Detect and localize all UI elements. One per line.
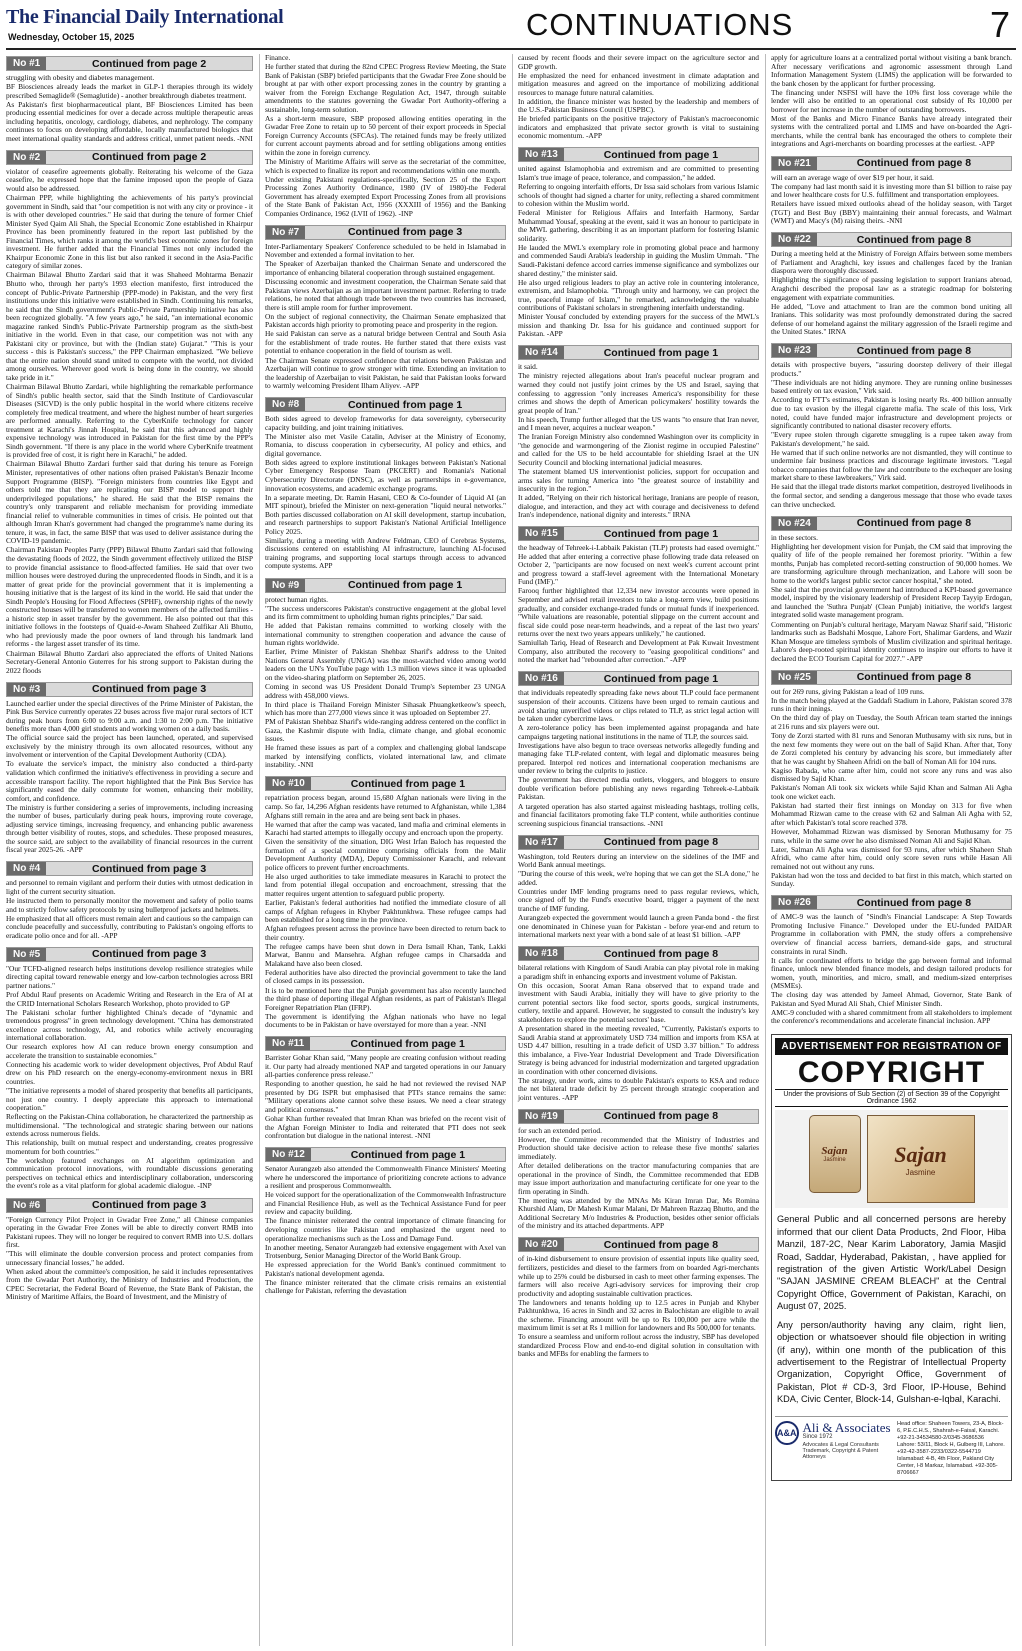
continuation-number: No #2 xyxy=(7,151,46,164)
article xyxy=(6,859,253,940)
article-paragraph: Chairman Bilawal Bhutto Zardari, while highlighting the remarkable performance of Sindh's public health sector, said that the Sindh Institute of Cardiovascular Diseases (SICVD) is the only public hospital in the world where citizens receive completely free medical treatment, and where the highest number of heart surgeries are performed annually. Referring to the CyberKnife technology for cancer treatment at Karachi's Jinnah Hospital, he said that this advanced and highly expensive technology was introduced in Pakistan for the first time by the PPP's Sindh government. "If there is any place in the world where CyberKnife treatment is provided free of cost, it is right here in Karachi," he added. xyxy=(6,382,253,460)
continuation-header xyxy=(265,1147,506,1162)
article-paragraph: Most of the Banks and Micro Finance Banks have already integrated their systems with the centralized portal and LIMS and have on-boarded the Agri-merchants, while the central bank has encouraged the others to complete their integrations and Agri-merchants on boarding processes at the earliest. -APP xyxy=(771,113,1012,149)
article xyxy=(265,1034,506,1141)
article-paragraph: This relationship, built on mutual respect and understanding, creates progressive momentum for both countries." xyxy=(6,1138,253,1156)
article-paragraph: The Iranian Foreign Ministry also condemned Washington over its complicity in "the genocide and warmongering of the Zionist regime in occupied Palestine" and called for the US to be held accountable for shielding Israel at the UN Security Council and blocking international judicial measures. xyxy=(518,432,759,467)
continuation-number: No #9 xyxy=(266,579,305,592)
article-paragraph: The Minister also met Vasile Catalin, Adviser at the Ministry of Economy, Romania, to discuss cooperation in cybersecurity, AI policy and ethics, and digital governance. xyxy=(265,431,506,458)
article-paragraph: He said that the illegal trade distorts market competition, destroyed livelihoods in the formal sector, and sending a dangerous message that those who evade taxes can thrive unchecked. xyxy=(771,482,1012,509)
continuation-label: Continued from page 8 xyxy=(856,517,972,530)
continuation-header xyxy=(518,671,759,686)
article-paragraph: Under existing Pakistani regulations-specifically, Section 25 of the Export Processing Zones Authority Ordinance, 1980 (IV of 1980)-the Federal Government has already exempted Export Processing Zones from all provisions of the State Bank of Pakistan Act, 1956 (XXXIII of 1956) and the Banking Companies Ordinance, 1962 (LVII of 1962). -INP xyxy=(265,174,506,218)
article-paragraph: He warned that if such online networks are not dismantled, they will continue to undermine fair business practices and discourage legitimate investors. "Legal tobacco companies that follow the law and contribute to the exchequer are losing market share to these lawbreakers," Virk said. xyxy=(771,447,1012,483)
article xyxy=(6,148,253,676)
article-paragraph: According to FTT's estimates, Pakistan is losing nearly Rs. 400 billion annually due to tax evasion by the illegal cigarette mafia. The scale of this loss, Virk noted, could have funded major infrastructure and development projects or significantly contributed to national disaster recovery efforts. xyxy=(771,395,1012,431)
product-artwork xyxy=(775,1110,1008,1208)
article xyxy=(771,230,1012,337)
continuation-label: Continued from page 8 xyxy=(856,896,972,909)
article xyxy=(771,668,1012,890)
article-paragraph: Kagiso Rabada, who came after him, could not score any runs and was also dismissed by Sajid Khan. xyxy=(771,765,1012,784)
continuation-label: Continued from page 1 xyxy=(347,398,463,411)
ad-headline: COPYRIGHT xyxy=(797,1056,986,1090)
article-paragraph: of AMC-9 was the launch of "Sindh's Financial Landscape: A Step Towards Promoting Inclusive Finance." Developed under the EU-funded PAIDAR Programme in collaboration with PMN, the study offers a comprehensive overview of financial access barriers, demand-side gaps, and structural constraints in rural Sindh. xyxy=(771,912,1012,956)
continuation-number: No #16 xyxy=(519,672,564,685)
article-paragraph: To ensure a seamless and uniform rollout across the industry, SBP has developed standardized Process Flow and end-to-end digital solution in consultation with banks and MFBs for enabling the farmers to xyxy=(518,1332,759,1359)
continuation-number: No #13 xyxy=(519,148,564,161)
section-title: CONTINUATIONS xyxy=(526,7,794,42)
continuation-number: No #11 xyxy=(266,1037,310,1050)
article-paragraph: Prof Abdul Rauf presents on Academic Writing and Research in the Era of AI at the CRID International Scholars Research Workshop, photo provided to GP xyxy=(6,989,253,1008)
article-paragraph: Tony de Zorzi started with 81 runs and Senoran Muthusamy with six runs, but in the next few moments they were out on the ball of Sajid Khan. After that, Tony de Zorzi completed his century by advancing his score, but immediately after that he was caught by Shaheen Afridi on the ball of Noman Ali for 104 runs. xyxy=(771,731,1012,766)
article-paragraph: "Every rupee stolen through cigarette smuggling is a rupee taken away from Pakistan's development," he said. xyxy=(771,430,1012,448)
product-brand: Sajan xyxy=(821,1145,848,1158)
continuation-header xyxy=(771,670,1012,685)
article-paragraph: Responding to another question, he said he had not reviewed the revised NAP presented by DG ISPR but emphasised that PTI's stance remains the same: "Military operations alone cannot solve these issues. We need a clear strategy and political consensus." xyxy=(265,1079,506,1115)
page-number: 7 xyxy=(989,4,1010,45)
newspaper-name: The Financial Daily International xyxy=(6,6,284,28)
continuation-number: No #5 xyxy=(7,948,46,961)
continuation-header xyxy=(6,1198,253,1213)
article xyxy=(6,680,253,856)
continuation-header xyxy=(6,947,253,962)
article-paragraph: The Chairman Senate expressed confidence that relations between Pakistan and Azerbaijan will continue to grow stronger with time. Extending an invitation to the leadership of Azerbaijan to visit Pakistan, he said that Pakistan looks forward to warmly welcoming President Ilham Aliyev. -APP xyxy=(265,355,506,391)
article-paragraph: The finance minister reiterated the central importance of climate financing for developing countries like Pakistan and emphasized the urgent need to operationalize mechanisms such as the Loss and Damage Fund. xyxy=(265,1216,506,1243)
article-paragraph: Minister Yousaf concluded by extending prayers for the success of the MWL's mission and thanking Dr. Issa for his guidance and continued support for Pakistan. -APP xyxy=(518,312,759,339)
article-paragraph: Discussing economic and investment cooperation, the Chairman Senate said that Pakistan views Azerbaijan as an important investment partner. Referring to trade relations, he noted that although trade between the two countries has increased, there is still ample room for further improvement. xyxy=(265,277,506,312)
article-paragraph: On this occasion, Soorat Aman Rana observed that to expand trade and investment with Saudi Arabia, initially they will have to give priority to the current potential sectors like food sector, sports goods, surgical instruments, cutlery, textile and apparel. However, he suggested to consult the industry's key stakeholders to explore the potential sectors' base. xyxy=(518,980,759,1024)
continuation-label: Continued from page 1 xyxy=(350,1037,465,1050)
continuation-number: No #4 xyxy=(7,862,46,875)
continuation-label: Continued from page 1 xyxy=(350,777,466,790)
article-paragraph: The ministry is further considering a series of improvements, including increasing the number of buses, particularly during peak hours, improving route coverage, adjusting service timings, increasing frequency, and enhancing public awareness through better visibility of routes, stops, and schedules. These proposed measures, the source said, are subject to the availability of financial resources in the current fiscal year 2025-26. -APP xyxy=(6,802,253,855)
article-paragraph: Referring to ongoing interfaith efforts, Dr Issa said scholars from various Islamic schools of thought had signed a charter for unity, reflecting a shared commitment to cohesion within the Muslim world. xyxy=(518,182,759,209)
article-paragraph: Afghan refugees present across the province have been directed to return back to their country. xyxy=(265,924,506,942)
article-paragraph: Both sides agreed to develop frameworks for data sovereignty, cybersecurity capacity building, and joint training initiatives. xyxy=(265,414,506,432)
article-paragraph: Pakistan's Noman Ali took six wickets while Sajid Khan and Salman Ali Agha took one wicket each. xyxy=(771,783,1012,801)
article-paragraph: In another meeting, Senator Aurangzeb had extensive engagement with Axel van Trotsenburg, Senior Managing Director of the World Bank Group. xyxy=(265,1242,506,1261)
article-paragraph: The workshop featured exchanges on AI algorithm optimization and communication protocol innovations, with roundtable discussions generating perspectives on technical ethics and interdisciplinary collaboration, underscoring the event's role as a vital platform for global academic dialogue. -INP xyxy=(6,1155,253,1191)
firm-logo-icon: A&A xyxy=(775,1421,799,1445)
continuation-label: Continued from page 1 xyxy=(350,1148,466,1161)
article-paragraph: To evaluate the service's impact, the ministry also conducted a third-party validation which confirmed the initiative's effectiveness in providing a secure and accessible transport facility. The report highlighted that the Pink Bus Service has significantly eased the daily commute for women, enhancing their mobility, comfort, and confidence. xyxy=(6,759,253,803)
column-2 xyxy=(259,54,506,1646)
article-paragraph: details with prospective buyers, "assuring doorstep delivery of their illegal products." xyxy=(771,360,1012,378)
continuation-label: Continued from page 1 xyxy=(603,346,719,359)
article-paragraph: It added, "Relying on their rich historical heritage, Iranians are people of reason, dialogue, and interaction, and they act with courage and decisiveness to defend Iran's independence, national dignity and interests." IRNA xyxy=(518,493,759,520)
article xyxy=(6,1196,253,1303)
continuation-header xyxy=(265,578,506,593)
continuation-header xyxy=(6,150,253,165)
continuation-label: Continued from page 8 xyxy=(856,233,972,246)
article xyxy=(771,893,1012,1026)
article-paragraph: Federal Minister for Religious Affairs and Interfaith Harmony, Sardar Muhammad Yousaf, speaking at the event, said it was an honour to participate in the MWL gathering, describing it as an important platform for fostering Islamic solidarity. xyxy=(518,208,759,243)
article-paragraph: The official source said the project has been launched, operated, and supervised exclusively by the ministry through its own allocated resources, without any involvement or intervention of the Capital Development Authority (CDA). xyxy=(6,733,253,760)
continuation-number: No #20 xyxy=(519,1238,564,1251)
firm-since: Since 1972 xyxy=(802,1433,833,1440)
ad-footer xyxy=(775,1416,1008,1477)
article-paragraph: of in-kind disbursement to ensure provision of essential inputs like quality seed, fertilizers, pesticides and diesel to the farmers from on boarded Agri-merchants while up to 25% could be disbursed in cash to meet other farming expenses. The farmers will also receive Agri-advisory services for improving their crop productivity and adopting sustainable cultivation practices. xyxy=(518,1254,759,1298)
article-paragraph: Commenting on Punjab's cultural heritage, Maryam Nawaz Sharif said, "Historic landmarks such as Badshahi Mosque, Lahore Fort, Shalimar Gardens, and Wazir Khan Mosque are timeless symbols of Muslim civilization and spiritual heritage. Lahore's deep-rooted spiritual identity continues to inspire our efforts to have it declared the ECO Tourism Capital for 2027." -APP xyxy=(771,619,1012,663)
issue-date: Wednesday, October 15, 2025 xyxy=(8,32,135,42)
office-head: Head office: Shaheen Towers, 23-A, Block-6, P.E.C.H.S., Shahrah-e-Faisal, Karachi. +92-21-34534580-2/0345-3686536 xyxy=(897,1420,1004,1441)
continuation-number: No #7 xyxy=(266,226,305,239)
continuation-number: No #10 xyxy=(266,777,311,790)
article-paragraph: After detailed deliberations on the tractor manufacturing companies that are operational in the province of Sindh, the Committee recommended that EDB may issue import authorization and manufacturing certificate for one year to the firm operating in Sindh. xyxy=(518,1161,759,1196)
article-paragraph: The ministry rejected allegations about Iran's peaceful nuclear program and warned they could not justify joint crimes by the US and Israel, saying that confessing to aggression "only increases America's responsibility for these crimes and shows the depth of American policymakers' hostility towards the great people of Iran." xyxy=(518,371,759,415)
article-paragraph: Both sides agreed to explore institutional linkages between Pakistan's National Cyber Emergency Response Team (PKCERT) and Romania's National Cybersecurity Directorate (DNSC), as well as partnerships in e-governance, innovation ecosystems, and academic exchange programs. xyxy=(265,457,506,493)
continuation-number: No #26 xyxy=(772,896,817,909)
article-paragraph: Later, Salman Ali Agha was dismissed for 93 runs, after which Shaheen Shah Afridi, who came after him, could only score seven runs while Hasan Ali remained not out without any runs. xyxy=(771,844,1012,871)
copyright-advertisement xyxy=(771,1034,1012,1480)
article-paragraph: The landowners and tenants holding up to 12.5 acres in Punjab and Khyber Pakhtunkhwa, 16 acres in Sindh and 32 acres in Balochistan are eligible to avail the scheme. Financing amount will be up to Rs 100,000 per acre while the maximum limit is set at Rs 1 million for landowners and Rs 500,000 for tenants. xyxy=(518,1297,759,1333)
ad-notice-paragraph: General Public and all concerned persons are hereby informed that our client Data Products, 2nd Floor, Hiba Manzil, 187-2C, Near Karim Laboratory, Jamia Masjid Road, Saddar, Hyderabad, Pakistan, , have applied for registration of the given Artistic Work/Label Design "SAJAN JASMINE CREAM BLEACH" at the Central Copyright Office, Government of Pakistan, Karachi, on August 07, 2025. xyxy=(777,1214,1006,1312)
article xyxy=(518,833,759,940)
article-paragraph: that individuals repeatedly spreading fake news about TLP could face permanent suspension of their accounts. Citizens have been urged to remain cautious and avoid sharing unverified videos or clips related to TLP, as strict legal action will be taken under cybercrime laws. xyxy=(518,688,759,724)
product-brand-large: Sajan xyxy=(894,1141,947,1167)
continuation-number: No #17 xyxy=(519,836,564,849)
article-paragraph: Senator Aurangzeb also attended the Commonwealth Finance Ministers' Meeting where he underscored the importance of prioritizing concrete actions to advance a resilient and prosperous Commonwealth. xyxy=(265,1164,506,1191)
continuation-header xyxy=(771,895,1012,910)
continuation-label: Continued from page 8 xyxy=(603,1110,719,1123)
article-paragraph: Finance. xyxy=(265,54,291,62)
article-paragraph: As Pakistan's first biopharmaceutical plant, BF Biosciences Limited has been producing essential medicines for over a decade across multiple therapeutic areas including hepatitis, oncology, cardiology, diabetes, and nephrology. The company continues to focus on developing affordable, locally manufactured biologics that meet international quality standards and address critical, unmet patient needs. -NNI xyxy=(6,99,253,143)
article-paragraph: BF Biosciences already leads the market in GLP-1 therapies through its widely prescribed Semaglide® (Semaglutide) - another breakthrough diabetes treatment. xyxy=(6,82,253,100)
article-paragraph: He also urged religious leaders to play an active role in countering intolerance, extremism, and Islamophobia. "Through unity and harmony, we can project the true, peaceful image of Islam," he remarked, acknowledging the valuable contributions of Pakistani scholars in strengthening interfaith understanding. xyxy=(518,277,759,313)
firm-name: Ali & Associates xyxy=(802,1419,891,1435)
article-paragraph: Retailers have issued mixed outlooks ahead of the holiday season, with Target (TGT) and Best Buy (BBY) maintaining their annual forecasts, and Walmart (WMT) and Macy's (M) raising theirs. -NNI xyxy=(771,199,1012,226)
article-paragraph: and personnel to remain vigilant and perform their duties with utmost dedication in light of the current security situation. xyxy=(6,878,253,897)
article-paragraph: bilateral relations with Kingdom of Saudi Arabia can play pivotal role in making a paradigm shift in enhancing exports and investment volume of Pakistan. xyxy=(518,963,759,981)
continuation-header xyxy=(6,861,253,876)
continuation-header xyxy=(518,835,759,850)
article-paragraph: Chairman Bilawal Bhutto Zardari also appreciated the efforts of United Nations Secretary-General Antonio Guterres for his strong support to Pakistan during the 2022 floods xyxy=(6,648,253,675)
continuation-header xyxy=(265,776,506,791)
article-paragraph: He said Pakistan can serve as a natural bridge between Central and South Asia for the establishment of trade routes. He further stated that there exists vast potential to enhance cooperation in the field of tourism as well. xyxy=(265,329,506,356)
article xyxy=(265,774,506,1030)
continuation-number: No #6 xyxy=(7,1199,46,1212)
article-paragraph: united against Islamophobia and extremism and are committed to presenting Islam's true image of peace, tolerance, and compassion," he added. xyxy=(518,164,759,183)
column-1 xyxy=(6,54,253,1646)
article xyxy=(771,514,1012,664)
article-paragraph: He emphasized that all officers must remain alert and cautious so the campaign can conclude peacefully and successfully, contributing to Pakistan's ongoing efforts to eradicate polio once and for all. -APP xyxy=(6,913,253,940)
article-paragraph: Federal authorities have also directed the provincial government to take the land of closed camps in its possession. xyxy=(265,967,506,986)
article-paragraph: protect human rights. xyxy=(265,594,329,604)
article-paragraph: The Speaker of Azerbaijan thanked the Chairman Senate and underscored the importance of enhancing bilateral cooperation through sustained engagement. xyxy=(265,259,506,278)
article-paragraph: Similarly, during a meeting with Andrew Feldman, CEO of Cerebras Systems, discussions centered on establishing AI infrastructure, launching AI-focused training programs, and supporting local startups through access to advanced compute systems. APP xyxy=(265,535,506,571)
article-paragraph: violator of ceasefire agreements globally. Reiterating his welcome of the Gaza ceasefire, he expressed hope that the famine imposed upon the people of Gaza would also be addressed. xyxy=(6,166,253,193)
article-paragraph: apply for agriculture loans at a centralized portal without visiting a bank branch. After necessary verifications and agronomic assessment through Land Information Management System (LIMS) the application will be forwarded to the bank chosen by the applicant for further processing. xyxy=(771,54,1012,88)
article-paragraph: Earlier, Pakistan's federal authorities had notified the immediate closure of all camps of Afghan refugees in Khyber Pakhtunkhwa. These refugee camps had been established for a long time in the province. xyxy=(265,898,506,925)
continuation-number: No #14 xyxy=(519,346,564,359)
continuation-label: Continued from page 8 xyxy=(856,157,972,170)
columns xyxy=(6,54,1016,1646)
article-paragraph: However, the Committee recommended that the Ministry of Industries and Production should take decisive action to release these five months' salaries immediately. xyxy=(518,1134,759,1162)
article-paragraph: He added that Pakistan remains committed to working closely with the international community to strengthen cooperation and advance the cause of human rights worldwide. xyxy=(265,621,506,648)
ad-objection-paragraph: Any person/authority having any claim, right lien, objection or whatsoever should file objection in writing (if any), within one month of the publication of this advertisement to the Registrar of Intellectual Property Organization, Copyright Office, Government of Pakistan, Plot # CD-3, 3rd Floor, IP-House, Behind KDA, Civic Center, Block-14, Gulshan-e-Iqbal, Karachi. xyxy=(777,1319,1006,1405)
column-4 xyxy=(765,54,1012,1646)
article-paragraph: "Foreign Currency Pilot Project in Gwadar Free Zone," all Chinese companies operating in the Gwadar Free Zones will be able to directly convert RMB into Pakistani rupees. They will no longer be required to convert RMB into U.S. dollars first. xyxy=(6,1214,253,1250)
continuation-header xyxy=(771,232,1012,247)
article-paragraph: "The success underscores Pakistan's constructive engagement at the global level and its firm commitment to upholding human rights principles," Dar said. xyxy=(265,603,506,622)
article-paragraph: It calls for coordinated efforts to bridge the gap between formal and informal finance, unlock new blended finance models, and design tailored products for women, youth, minorities, and micro, small, and medium-sized enterprises (MSMEs). xyxy=(771,955,1012,991)
article-paragraph: He expressed appreciation for the World Bank's continued commitment to Pakistan's national development agenda. xyxy=(265,1260,506,1278)
article xyxy=(6,945,253,1192)
article xyxy=(265,395,506,571)
continuation-number: No #15 xyxy=(519,527,564,540)
article-paragraph: He briefed participants on the positive trajectory of Pakistan's macroeconomic indicators and emphasized that private sector growth is vital to sustaining economic momentum. -APP xyxy=(518,114,759,141)
article-paragraph: The strategy, under work, aims to double Pakistan's exports to KSA and reduce the net bilateral trade deficit by 25 percent through strategic cooperation and joint ventures. -APP xyxy=(518,1075,759,1102)
continuation-number: No #24 xyxy=(772,517,817,530)
continuation-header xyxy=(265,397,506,412)
article xyxy=(518,944,759,1103)
article xyxy=(265,54,506,219)
continuation-header xyxy=(265,1036,506,1051)
office-islamabad: Islamabad: 4-B, 4th Floor, Pakland City Center, I-8 Markaz, Islamabad. +92-305-8706667 xyxy=(897,1455,998,1476)
article-paragraph: Inter-Parliamentary Speakers' Conference scheduled to be held in Islamabad in November and extended a formal invitation to her. xyxy=(265,241,506,260)
article xyxy=(518,145,759,339)
article-paragraph: Highlighting the significance of passing legislation to support Iranians abroad, Araghchi described the proposal law as a strategic roadmap for bolstering engagement with expatriate communities. xyxy=(771,275,1012,302)
continuation-label: Continued from page 3 xyxy=(91,1199,207,1212)
article xyxy=(518,54,759,141)
article-paragraph: "These individuals are not hiding anymore. They are running online businesses based entirely on tax evasion," Virk said. xyxy=(771,377,1012,396)
continuation-header xyxy=(518,147,759,162)
article-paragraph: In a separate meeting, Dr. Ramin Hasani, CEO & Co-founder of Liquid AI (an MIT spinout), briefed the Minister on next-generation "liquid neural networks." Both parties discussed collaboration on AI skill development, startup incubation, and research partnerships to support Pakistan's National Artificial Intelligence Policy 2025. xyxy=(265,492,506,536)
article-paragraph: Aurangzeb expected the government would launch a green Panda bond - the first one denominated in Chinese yuan for Pakistan - before year-end and return to international markets next year with a bond sale of at least $1 billion. -APP xyxy=(518,912,759,940)
article xyxy=(771,154,1012,227)
article-paragraph: Chairman PPP, while highlighting the achievements of his party's provincial government in Sindh, said that "our competition is not with any city or province - it is with other developed countries." He said that during the tenure of former Chief Minister Syed Qaim Ali Shah, the Special Economic Zone established in Khairpur Province has been prominently featured in the report last published by the Financial Times, which ranks it among the world's best economic zones for foreign investment. He further added that the Financial Times not only included the Khairpur Economic Zone in this list but also ranked it second in the Asia-Pacific category of similar zones. xyxy=(6,193,253,271)
continuation-header xyxy=(518,526,759,541)
article xyxy=(518,343,759,520)
article-paragraph: He voiced support for the operationalization of the Commonwealth Infrastructure and Financial Resilience Hub, as well as the Technical Assistance Fund for peer review and capacity building. xyxy=(265,1190,506,1217)
article-paragraph: However, Mohammad Rizwan was dismissed by Senoran Muthusamy for 75 runs, while in the same over he also dismissed Noman Ali and Sajid Khan. xyxy=(771,827,1012,845)
article-paragraph: He warned that after the camp was vacated, land mafia and criminal elements in Karachi had started attempts to illegally occupy and encroach upon the property. xyxy=(265,819,506,838)
article-paragraph: In his speech, Trump further alleged that the US wants "to ensure that Iran never, and I mean never, acquires a nuclear weapon." xyxy=(518,414,759,433)
article-paragraph: He added, "Love and attachment to Iran are the common bond uniting all Iranians. This solidarity was most profoundly demonstrated during the sacred defense of our homeland against the military aggression of the Israeli regime and the United States." IRNA xyxy=(771,301,1012,337)
article-paragraph: Farooq further highlighted that 12,334 new investor accounts were opened in September and advised retail investors to take a long-term view, build positions gradually, and consider exchange-traded funds or mutual funds if inexperienced. "While valuations are reasonable, potential slippage on the current account and fiscal side could pose near-term headwinds, and a repeat of the last two years' returns over the next two years appears unlikely," he cautioned. xyxy=(518,586,759,639)
article-paragraph: On the third day of play on Tuesday, the South African team started the innings at 216 runs and six players were out. xyxy=(771,713,1012,731)
product-jar-image xyxy=(809,1115,861,1193)
article-paragraph: In third place is Thailand Foreign Minister Sihasak Phuangketkeow's speech, which has more than 277,000 views since it was uploaded on September 27. xyxy=(265,699,506,718)
continuation-label: Continued from page 3 xyxy=(347,226,463,239)
continuation-label: Continued from page 1 xyxy=(603,527,719,540)
ad-subtitle: Under the provisions of Sub Section (2) of Section 39 of the Copyright Ordinance 1962 xyxy=(775,1089,1008,1107)
article-paragraph: Barrister Gohar Khan said, "Many people are creating confusion without reading it. Our party had already mentioned NAP and targeted operations in our January all-parties conference press release." xyxy=(265,1053,506,1080)
article xyxy=(265,1145,506,1296)
article xyxy=(265,223,506,391)
article-paragraph: A zero-tolerance policy has been implemented against propaganda and hate campaigns targeting national institutions in the name of TLP, the sources said. xyxy=(518,723,759,741)
article-paragraph: Launched earlier under the special directives of the Prime Minister of Pakistan, the Pink Bus Service currently operates 22 buses across five major rural sectors of ICT during peak hours from 6:00 to 9:00 a.m. and 1:30 to 2:00 p.m. The initiative benefits more than 4,000 girl students and working women on a daily basis. xyxy=(6,698,253,734)
article-paragraph: "Our TCFD-aligned research helps institutions develop resilience strategies while directing capital toward renewable energy and low-carbon technologies across BRI partner nations." xyxy=(6,963,253,990)
article-paragraph: The financing under NSFSI will have the 10% first loss coverage while the lender will also be entitled to an operational cost subsidy of Rs 10,000 per borrower for net increase in the number of outstanding borrowers. xyxy=(771,87,1012,114)
continuation-number: No #22 xyxy=(772,233,817,246)
continuation-label: Continued from page 8 xyxy=(603,836,719,849)
article-paragraph: It is to be mentioned here that the Punjab government has also recently launched the third phase of deporting illegal Afghan residents, as part of Pakistan's Illegal Foreigner Repatriation Plan (IFRP). xyxy=(265,985,506,1012)
article-paragraph: During a meeting held at the Ministry of Foreign Affairs between some members of Parliament and Araghchi, key issues and challenges faced by the Iranian diaspora were thoroughly discussed. xyxy=(771,249,1012,276)
article-paragraph: PM of Pakistan Shehbaz Sharif's wide-ranging address centered on the conflict in Gaza, the Kashmir dispute with India, climate change, and global economic issues. xyxy=(265,717,506,744)
continuation-number: No #25 xyxy=(772,671,817,684)
article-paragraph: the headway of Tehreek-i-Labbaik Pakistan (TLP) protests had eased overnight." He added that after entering a corrective phase following trade data released on October 2, "participants are now focused on next week's current account print and progress toward a staff-level agreement with the International Monetary Fund (IMF)." xyxy=(518,543,759,587)
firm-tagline: Advocates & Legal Consultants Trademark, Copyright & Patent Attorneys xyxy=(802,1441,879,1460)
article xyxy=(518,524,759,665)
article-paragraph: Given the sensitivity of the situation, DIG West Irfan Baloch has requested the formation of a special committee comprising officials from the Malir Development Authority (MDA), Deputy Commissioner Karachi, and relevant police officers to prevent further encroachments. xyxy=(265,837,506,872)
article-paragraph: Pakistan had won the toss and decided to bat first in this match, which started on Sunday. xyxy=(771,870,1012,889)
article xyxy=(518,1235,759,1359)
continuation-header xyxy=(771,516,1012,531)
article-paragraph: Investigations have also begun to trace overseas networks allegedly funding and managing fake TLP-related content, with legal and diplomatic measures being prepared. Interpol red notices and international cooperation mechanisms are under review to bring the culprits to justice. xyxy=(518,740,759,776)
continuation-label: Continued from page 1 xyxy=(347,579,463,592)
article xyxy=(771,341,1012,509)
article-paragraph: in these sectors. xyxy=(771,532,818,542)
article-paragraph: The Ministry of Maritime Affairs will serve as the secretariat of the committee, which is expected to finalize its report and recommendations within one month. xyxy=(265,157,506,175)
article-paragraph: He further stated that during the 82nd CPEC Progress Review Meeting, the State Bank of Pakistan (SBP) briefed participants that the Gwadar Free Zone should be brought at par with other export processing zones in the country by granting a waiver from the Foreign Exchange Regulation Act, 1947, through suitable amendments to the statutes governing the Gwadar Port Authority-offering a sustainable, long-term solution. xyxy=(265,62,506,114)
article xyxy=(518,669,759,828)
article-paragraph: for such an extended period. xyxy=(518,1125,602,1135)
article-paragraph: "The initiative represents a model of shared prosperity that benefits all participants, not just one country. I deeply appreciate this approach to international cooperation." xyxy=(6,1085,253,1113)
article-paragraph: will earn an average wage of over $19 per hour, it said. xyxy=(771,172,934,182)
office-lahore: Lahore: 53/11, Block H, Gulberg III, Lahore. +92-42-3587-2233/0322-5544719 xyxy=(897,1441,1005,1455)
continuation-label: Continued from page 2 xyxy=(91,57,207,70)
article-paragraph: The meeting was attended by the MNAs Ms Kiran Imran Dar, Ms Romina Khurshid Alam, Dr Mahesh Kumar Malani, Dr Mahreen Razzaq Bhutto, and the Additional Secretary M/o Industries & Production, besides other senior officials of the ministry and its attached departments. APP xyxy=(518,1195,759,1231)
article-paragraph: Gohar Khan further revealed that Imran Khan was briefed on the recent visit of the Afghan Foreign Minister to India and reiterated that PTI does not seek confrontation but dialogue in the national interest. -NNI xyxy=(265,1114,506,1141)
ad-body xyxy=(775,1208,1008,1415)
continuation-number: No #19 xyxy=(519,1110,564,1123)
continuation-label: Continued from page 8 xyxy=(603,947,719,960)
article-paragraph: "During the course of this week, we're hoping that we can get the SLA done," he added. xyxy=(518,869,759,887)
masthead xyxy=(6,4,1016,48)
article-paragraph: He emphasized the need for enhanced investment in climate adaptation and mitigation measures and agreed on the importance of mobilizing additional resources to manage future natural calamities. xyxy=(518,70,759,97)
continuation-label: Continued from page 8 xyxy=(856,671,972,684)
continuation-label: Continued from page 3 xyxy=(91,862,207,875)
continuation-header xyxy=(771,343,1012,358)
continuation-header xyxy=(518,1237,759,1252)
article-paragraph: The government is identifying the Afghan nationals who have no legal documents to be in Pakistan or have overstayed for more than a year. -NNI xyxy=(265,1011,506,1030)
article-paragraph: The company had last month said it is investing more than $1 billion to raise pay and lower healthcare costs for U.S. fulfillment and transportation employees. xyxy=(771,181,1012,200)
article-paragraph: A presentation shared in the meeting revealed, "Currently, Pakistan's exports to Saudi Arabia stand at approximately USD 734 million and imports from KSA at USD 4.47 billion, resulting in a trade deficit of USD 3.37 billion." To address this imbalance, a Five-Year Industrial Development and Trade Diversification Strategy is being advanced for industrial modernization and targeted upgradation in coordination with other concerned divisions. xyxy=(518,1023,759,1076)
continuation-header xyxy=(6,56,253,71)
article-paragraph: On the subject of regional connectivity, the Chairman Senate emphasized that Pakistan accords high priority to promoting peace and prosperity in the region. xyxy=(265,311,506,330)
article-paragraph: it said. xyxy=(518,362,538,372)
article-paragraph: Highlighting her development vision for Punjab, the CM said that improving the quality of life of the people remained her foremost priority. "Within a few months, Punjab has completed record-setting construction of 90,000 homes. We are transforming agriculture through mechanization, and Lahore will soon be home to the world's largest public sector cancer hospital," she noted. xyxy=(771,541,1012,585)
firm-logo-block xyxy=(775,1421,893,1477)
continuation-number: No #21 xyxy=(772,157,817,170)
article-paragraph: Chairman Pakistan Peoples Party (PPP) Bilawal Bhutto Zardari said that following the devastating floods of 2022, the Sindh government effectively utilized the BISP to provide financial assistance to flood-affected families. He said that over two million houses were destroyed during the unprecedented floods in Sindh, and it is a matter of great pride for the provincial government that it is implementing a housing initiative that is the largest of its kind in the world. He said that under the Sindh People's Housing for Flood Affectees (SPHF), ownership rights of the newly constructed houses will be transferred to women members of the affected families - a historic step in asset transfer by the government. He also pointed out that this initiative follows in the footsteps of Quaid-e-Awam Shaheed Zulfikar Ali Bhutto, who had previously made the poor owners of land through his landmark land reforms - the largest asset transfer of its time. xyxy=(6,545,253,649)
article-paragraph: Washington, told Reuters during an interview on the sidelines of the IMF and World Bank annual meetings. xyxy=(518,851,759,870)
product-variant: Jasmine xyxy=(823,1157,846,1164)
article-paragraph: caused by recent floods and their severe impact on the agriculture sector and GDP growth. xyxy=(518,54,759,71)
article-paragraph: He also urged authorities to take immediate measures in Karachi to protect the land from potential illegal occupation and encroachment, stressing that the matter requires urgent attention to safeguard public property. xyxy=(265,871,506,898)
firm-offices xyxy=(897,1421,1008,1477)
article-paragraph: "This will eliminate the double conversion process and protect companies from unnecessary financial losses," he added. xyxy=(6,1249,253,1267)
column-3 xyxy=(512,54,759,1646)
article-paragraph: In addition, the finance minister was hosted by the leadership and members of the U.S.-Pakistan Business Council (USPBC). xyxy=(518,96,759,115)
continuation-header xyxy=(518,946,759,961)
article-paragraph: repatriation process began, around 15,680 Afghan nationals were living in the camp. So far, 14,296 Afghan residents have returned to Afghanistan, while 1,384 Afghans still remain in the area and are being sent back in phases. xyxy=(265,793,506,820)
article-paragraph: A targeted operation has also started against misleading hashtags, trolling cells, and financial facilitators promoting fake TLP content, while authorities continue screening suspicious financial transactions. -NNI xyxy=(518,801,759,828)
article xyxy=(6,54,253,144)
continuation-number: No #1 xyxy=(7,57,46,70)
article-paragraph: Pakistan had started their first innings on Monday on 313 for five when Mohammad Rizwan came to the crease with 62 and Salman Ali Agha with 52, after which Pakistan's total score reached 378. xyxy=(771,800,1012,827)
continuation-number: No #23 xyxy=(772,344,817,357)
article-paragraph: AMC-9 concluded with a shared commitment from all stakeholders to implement the conference's recommendations and accelerate financial inclusion. APP xyxy=(771,1007,1012,1026)
article-paragraph: The government has directed media outlets, vloggers, and bloggers to ensure double verification before publishing any news regarding Tehreek-e-Labbaik Pakistan. xyxy=(518,775,759,802)
article-paragraph: Samiullah Tariq, Head of Research and Development at Pak Kuwait Investment Company, also attributed the recovery to "easing geopolitical conditions" and noted the market had "rebounded after correction." -APP xyxy=(518,638,759,665)
article-paragraph: The statement blamed US interventionist policies, support for occupation and arms sales for turning America into "the greatest source of instability and insecurity in the region." xyxy=(518,466,759,494)
article-paragraph: The closing day was attended by Jameel Ahmad, Governor, State Bank of Pakistan and Syed Murad Ali Shah, Chief Minister Sindh. xyxy=(771,990,1012,1008)
continuation-label: Continued from page 2 xyxy=(91,151,207,164)
article-paragraph: Coming in second was US President Donald Trump's September 23 UNGA address with 458,000 views. xyxy=(265,682,506,700)
article-paragraph: Countries under IMF lending programs need to pass regular reviews, which, once signed off by the Fund's executive board, trigger a payment of the next tranche of IMF funding. xyxy=(518,886,759,913)
article-paragraph: The finance minister reiterated that the climate crisis remains an existential challenge for Pakistan, referring the devastation xyxy=(265,1277,506,1296)
article-paragraph: As a short-term measure, SBP proposed allowing entities operating in the Gwadar Free Zone to retain up to 50 percent of their export proceeds in Special Foreign Currency Accounts (SFCAs). The retained funds may be freely utilized for current account payments abroad and for settling obligations among entities within the zone in foreign currency. xyxy=(265,113,506,158)
continuation-number: No #18 xyxy=(519,947,564,960)
continuation-header xyxy=(265,225,506,240)
article-paragraph: out for 269 runs, giving Pakistan a lead of 109 runs. xyxy=(771,686,925,696)
product-carton-image xyxy=(867,1115,975,1203)
continuation-label: Continued from page 3 xyxy=(91,948,207,961)
continuation-header xyxy=(771,156,1012,171)
continuation-number: No #12 xyxy=(266,1148,311,1161)
continuation-number: No #3 xyxy=(7,683,46,696)
continuation-header xyxy=(518,1109,759,1124)
article xyxy=(265,576,506,771)
continuation-header xyxy=(518,345,759,360)
article-paragraph: He lauded the MWL's exemplary role in promoting global peace and harmony and commended Saudi Arabia's leadership in guiding the Muslim Ummah. "The Saudi-Pakistani defence accord carries immense significance and symbolizes our shared destiny," the minister said. xyxy=(518,242,759,278)
continuation-label: Continued from page 8 xyxy=(856,344,972,357)
article-paragraph: Chairman Bilawal Bhutto Zardari further said that during his tenure as Foreign Minister, representatives of other nations often praised Pakistan's Benazir Income Support Programme (BISP). "Foreign ministers from countries like Egypt and others told me that they are replicating our BISP model to support their underprivileged populations," he shared. He said that the BISP remains the country's only transparent and reliable mechanism for providing immediate financial relief to vulnerable communities in times of crisis. He pointed out that although Imran Khan's government had changed the programme's name during its tenure, it was, in fact, the same BISP that was used to deliver assistance during the COVID-19 pandemic. xyxy=(6,459,253,546)
continuation-label: Continued from page 3 xyxy=(91,683,207,696)
article-paragraph: In the match being played at the Gaddafi Stadium in Lahore, Pakistan scored 378 runs in their innings. xyxy=(771,695,1012,714)
continuation-label: Continued from page 8 xyxy=(603,1238,719,1251)
product-variant-large: Jasmine xyxy=(905,1167,936,1177)
article-paragraph: The Pakistani scholar further highlighted China's decade of "dynamic and tremendous progress" in green technology development. "China has demonstrated excellence across technology, AI, and robotics while actively encouraging international collaboration. xyxy=(6,1007,253,1043)
article-paragraph: The refugee camps have been shut down in Dera Ismail Khan, Tank, Lakki Marwat, Bannu and Mansehra. Afghan refugee camps in Charsadda and Malakand have also been closed. xyxy=(265,941,506,968)
article-paragraph: struggling with obesity and diabetes management. xyxy=(6,73,155,82)
continuation-header xyxy=(6,682,253,697)
article-paragraph: When asked about the committee's composition, he said it includes representatives from the Gwadar Port Authority, the Ministry of Industries and Production, the CPEC Secretariat, the Federal Board of Revenue, the State Bank of Pakistan, the Ministry of Maritime Affairs, the Board of Investment, and the Ministry of xyxy=(6,1266,253,1302)
continuation-number: No #8 xyxy=(266,398,305,411)
article xyxy=(518,1107,759,1232)
masthead-rule xyxy=(6,48,1016,50)
article-paragraph: She said that the provincial government had introduced a KPI-based governance model, inspired by the visionary leadership of President Recep Tayyip Erdogan, and launched the 'Suthra Punjab' (Clean Punjab) initiative, the world's largest integrated solid waste management program. xyxy=(771,584,1012,620)
continuation-label: Continued from page 1 xyxy=(603,672,719,685)
article xyxy=(771,54,1012,150)
article-paragraph: Chairman Bilawal Bhutto Zardari said that it was Shaheed Mohtarma Benazir Bhutto who, through her party's 1993 election manifesto, first introduced the concept of Public-Private Partnership (PPP-mode) in Pakistan, and the very first institutions under this initiative were established in Sindh. Continuing his remarks, he said that the Sindh government's Public-Private Partnership initiative has also been recognized globally. "A few years ago," he said, "an international economic magazine ranked Sindh's Public-Private Partnership program as the sixth-best initiative in the world. Even in that case, our competition was not with any Pakistani city or province, but with the (Indian state) Gujarat." "This is your success - this is Pakistan's success," the PPP Chairman emphasized. "We believe that the entire nation should stand united to compete with the world, not divided among ourselves. Wherever good work is being done in the country, we should take pride in it." xyxy=(6,270,253,382)
article-paragraph: Connecting his academic work to wider development objectives, Prof Abdul Rauf drew on his PhD research on the energy-economy-environment nexus in BRI countries. xyxy=(6,1059,253,1086)
article-paragraph: Our research explores how AI can reduce brown energy consumption and accelerate the transition to sustainable economies." xyxy=(6,1042,253,1060)
article-paragraph: Reflecting on the Pakistan-China collaboration, he characterized the partnership as multidimensional. "The technological and strategic sharing between our nations extends across numerous fields. xyxy=(6,1112,253,1139)
article-paragraph: Earlier, Prime Minister of Pakistan Shehbaz Sharif's address to the United Nations General Assembly (UNGA) was the most-watched video among world leaders on the UN's YouTube page with 1.3 million views since it was uploaded on the video-sharing platform on September 26, 2025. xyxy=(265,647,506,682)
ad-title: ADVERTISEMENT FOR REGISTRATION OF xyxy=(775,1038,1008,1055)
article-paragraph: He framed these issues as part of a complex and challenging global landscape marked by intensifying conflicts, violated international law, and climate instability. -NNI xyxy=(265,743,506,770)
article-paragraph: He instructed them to personally monitor the movement and safety of polio teams and to strictly follow safety protocols by using bulletproof jackets and helmets. xyxy=(6,896,253,914)
continuation-label: Continued from page 1 xyxy=(603,148,719,161)
